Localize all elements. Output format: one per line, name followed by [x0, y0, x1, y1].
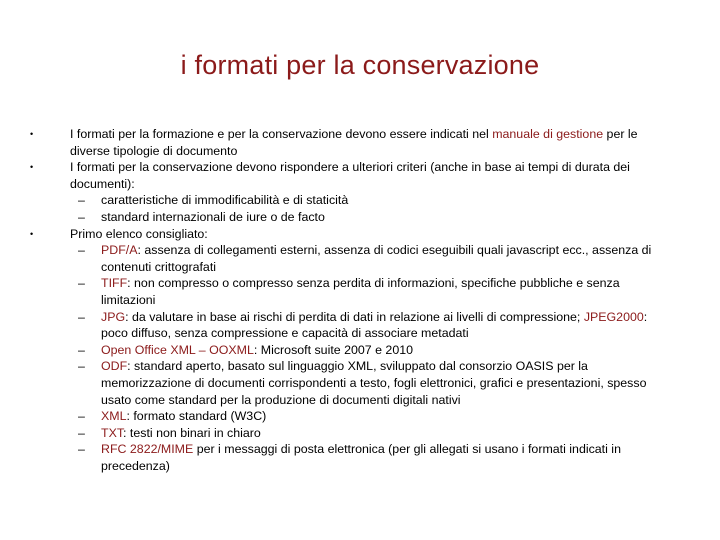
sub-bullet-item: [78, 342, 671, 359]
highlighted-term: RFC 2822/MIME: [101, 442, 194, 457]
highlighted-term: ODF: [101, 359, 128, 374]
bullet-text: I formati per la conservazione devono rispondere a ulteriori criteri (anche in base ai tempi di durata dei documenti):: [70, 160, 630, 191]
highlighted-term: JPG: [101, 309, 126, 324]
bullet-text: per i messaggi di posta elettronica (per gli allegati si usano i formati indicati in precedenza): [101, 442, 621, 473]
dash-marker-icon: –: [78, 442, 85, 457]
bullet-text: : formato standard (W3C): [126, 409, 267, 424]
bullet-text: per le diverse tipologie di documento: [70, 127, 638, 158]
bullet-text: : testi non binari in chiaro: [123, 425, 261, 440]
highlighted-term: TXT: [101, 425, 124, 440]
sub-bullet-item: [78, 408, 671, 425]
bullet-text: : da valutare in base ai rischi di perdita di dati in relazione ai livelli di compressione;: [125, 309, 584, 324]
bullet-text: : non compresso o compresso senza perdita di informazioni, specifiche pubbliche e senza limitazioni: [101, 276, 620, 307]
bullet-text: caratteristiche di immodificabilità e di staticità: [101, 193, 349, 208]
bullet-item: [30, 126, 670, 159]
dash-marker-icon: –: [78, 342, 85, 357]
sub-bullet-item: [78, 425, 671, 442]
dash-marker-icon: –: [78, 359, 85, 374]
bullet-text: I formati per la formazione e per la conservazione devono essere indicati nel: [70, 127, 493, 141]
bullet-list: [0, 126, 720, 474]
highlighted-term: PDF/A: [101, 243, 138, 258]
bullet-marker-icon: •: [30, 162, 34, 173]
dash-marker-icon: –: [78, 193, 85, 208]
bullet-item: [30, 226, 670, 243]
bullet-text: : Microsoft suite 2007 e 2010: [253, 342, 413, 357]
dash-marker-icon: –: [78, 409, 85, 424]
sub-bullet-item: [78, 209, 671, 226]
bullet-text: standard internazionali de iure o de facto: [101, 209, 325, 224]
bullet-text: Primo elenco consigliato:: [70, 226, 208, 241]
sub-bullet-item: [78, 441, 671, 474]
bullet-marker-icon: •: [30, 228, 34, 239]
dash-marker-icon: –: [78, 209, 85, 224]
dash-marker-icon: –: [78, 276, 85, 291]
bullet-item: [30, 159, 670, 192]
highlighted-term: TIFF: [101, 276, 128, 291]
sub-bullet-item: [78, 275, 671, 308]
highlighted-term: XML: [101, 409, 127, 424]
sub-bullet-item: [78, 309, 671, 342]
bullet-marker-icon: •: [30, 129, 34, 139]
bullet-text: : poco diffuso, senza compressione e capacità di associare metadati: [101, 309, 648, 341]
dash-marker-icon: –: [78, 425, 85, 440]
highlighted-term: manuale di gestione: [492, 127, 604, 141]
sub-bullet-item: [78, 192, 671, 209]
sub-bullet-item: [78, 242, 671, 275]
highlighted-term: Open Office XML – OOXML: [101, 342, 254, 357]
dash-marker-icon: –: [78, 243, 85, 258]
bullet-text: : assenza di collegamenti esterni, assenza di codici eseguibili quali javascript ecc., assenza di contenuti crittografati: [101, 243, 652, 274]
dash-marker-icon: –: [78, 309, 85, 324]
bullet-text: : standard aperto, basato sul linguaggio XML, sviluppato dal consorzio OASIS per la memorizzazione di documenti corrispondenti a testo, fogli elettronici, grafici e presentazioni, spesso usato come standard per la produzione di documenti digitali nativi: [101, 359, 647, 407]
highlighted-term: JPEG2000: [583, 309, 644, 324]
slide-title: i formati per la conservazione: [180, 50, 540, 80]
sub-bullet-item: [78, 358, 671, 408]
